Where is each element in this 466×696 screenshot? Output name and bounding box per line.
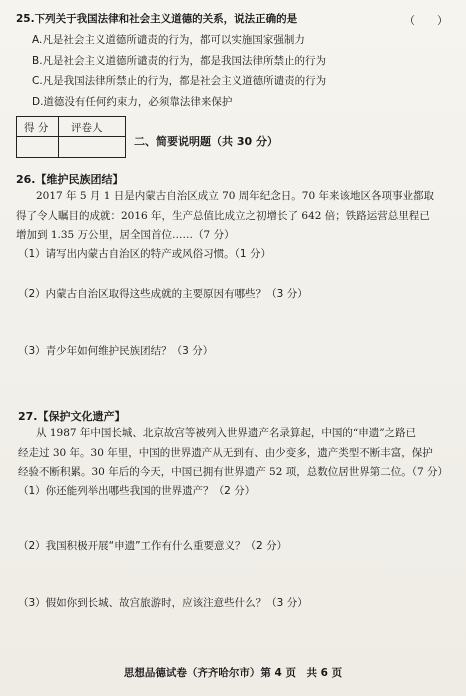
q25-option-a: A.凡是社会主义道德所谴责的行为，都可以实施国家强制力: [32, 34, 305, 46]
page-footer: 思想品德试卷（齐齐哈尔市）第 4 页 共 6 页: [123, 667, 343, 679]
q27-sub-question-1: （1）你还能列举出哪些我国的世界遗产？（2 分）: [18, 485, 256, 497]
q27-passage-line-1: 从 1987 年中国长城、北京故宫等被列入世界遗产名录算起，中国的“申遗”之路已: [36, 427, 417, 439]
score-table: [16, 116, 126, 158]
q25-option-c: C.凡是我国法律所禁止的行为，都是社会主义道德所谴责的行为: [32, 75, 327, 87]
score-table-row-divider: [17, 136, 125, 137]
q25-option-b: B.凡是社会主义道德所谴责的行为，都是我国法律所禁止的行为: [32, 55, 327, 67]
q27-heading: 27.【保护文化遗产】: [18, 410, 126, 423]
section-title: 二、简要说明题（共 30 分）: [134, 135, 278, 148]
q26-passage-line-3: 增加到 1.35 万公里，居全国首位……（7 分）: [16, 229, 235, 241]
q27-sub-question-2: （2）我国积极开展“申遗”工作有什么重要意义？（2 分）: [18, 540, 288, 552]
q26-passage-line-2: 得了令人瞩目的成就：2016 年，生产总值比成立之初增长了 642 倍；铁路运营总里程已: [16, 210, 430, 222]
score-table-grader-header: 评卷人: [71, 122, 103, 134]
q25-option-d: D.道德没有任何约束力，必须靠法律来保护: [32, 96, 233, 108]
q26-sub-question-2: （2）内蒙古自治区取得这些成就的主要原因有哪些？（3 分）: [18, 288, 308, 300]
q27-passage-line-2: 经走过 30 年。30 年里，中国的世界遗产从无到有、由少变多，遗产类型不断丰富，保护: [18, 447, 433, 459]
score-table-col-divider: [58, 117, 59, 157]
q25-answer-bracket: （ ）: [404, 14, 448, 27]
score-table-score-header: 得 分: [24, 122, 49, 134]
q26-sub-question-3: （3）青少年如何维护民族团结？（3 分）: [18, 345, 214, 357]
q25-stem: 25.下列关于我国法律和社会主义道德的关系，说法正确的是: [16, 13, 298, 25]
q26-sub-question-1: （1）请写出内蒙古自治区的特产或风俗习惯。（1 分）: [18, 248, 271, 260]
q26-passage-line-1: 2017 年 5 月 1 日是内蒙古自治区成立 70 周年纪念日。70 年来该地区各项事业都取: [36, 190, 435, 202]
q26-heading: 26.【维护民族团结】: [16, 173, 124, 186]
q27-sub-question-3: （3）假如你到长城、故宫旅游时，应该注意些什么？（3 分）: [18, 597, 308, 609]
q27-passage-line-3: 经验不断积累。30 年后的今天，中国已拥有世界遗产 52 项，总数位居世界第二位。（7 分）: [18, 466, 449, 478]
